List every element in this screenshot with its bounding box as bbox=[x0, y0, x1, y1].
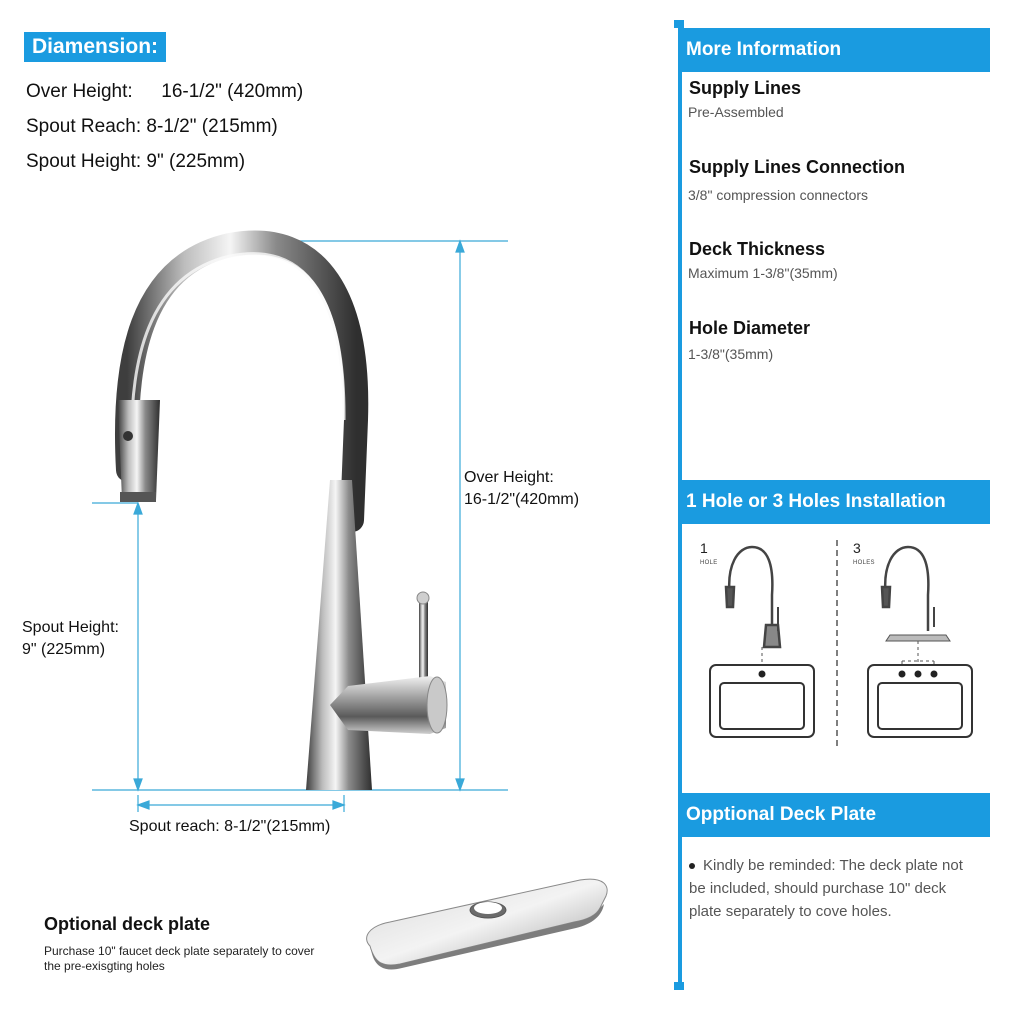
install-three-number: 3 bbox=[853, 540, 861, 556]
spec-spout-height-value: 9" (225mm) bbox=[146, 151, 246, 172]
info-supply-lines-value: Pre-Assembled bbox=[688, 104, 784, 120]
dimension-heading: Diamension: bbox=[24, 32, 166, 62]
bullet-icon bbox=[689, 863, 695, 869]
deck-plate-note bbox=[689, 854, 979, 923]
install-three-label: HOLES bbox=[853, 560, 875, 566]
deck-plate-heading: Opptional Deck Plate bbox=[680, 793, 990, 837]
one-hole-faucet-sketch bbox=[726, 547, 780, 647]
info-supply-lines-title: Supply Lines bbox=[689, 78, 802, 98]
spec-spout-reach-value: 8-1/2" (215mm) bbox=[146, 116, 278, 137]
spec-over-height-label: Over Height: bbox=[26, 81, 133, 102]
spec-spout-reach-label: Spout Reach: bbox=[26, 116, 142, 137]
install-one-number: 1 bbox=[700, 540, 708, 556]
more-info-heading: More Information bbox=[680, 28, 990, 72]
spec-over-height-value: 16-1/2" (420mm) bbox=[161, 81, 304, 102]
deck-plate-note-text: Kindly be reminded: The deck plate not be included, should purchase 10" deck plate separately to cove holes. bbox=[689, 857, 963, 920]
info-hole-diameter-value: 1-3/8"(35mm) bbox=[688, 346, 774, 362]
optional-deck-plate-title: Optional deck plate bbox=[44, 914, 211, 934]
install-one-label: HOLE bbox=[700, 560, 718, 566]
info-supply-connection-title: Supply Lines Connection bbox=[689, 157, 906, 177]
info-supply-connection-value: 3/8" compression connectors bbox=[688, 187, 869, 203]
diagram-spout-reach: Spout reach: 8-1/2"(215mm) bbox=[129, 818, 331, 835]
info-hole-diameter-title: Hole Diameter bbox=[689, 318, 811, 338]
diagram-spout-height-line2: 9" (225mm) bbox=[22, 641, 106, 658]
optional-deck-plate-description: Purchase 10" faucet deck plate separately to cover the pre-exisgting holes bbox=[44, 944, 315, 973]
panel-divider-cap-top bbox=[674, 20, 684, 28]
spec-spout-height-label: Spout Height: bbox=[26, 151, 142, 172]
deck-plate-image bbox=[360, 868, 620, 978]
installation-heading: 1 Hole or 3 Holes Installation bbox=[680, 480, 990, 524]
three-hole-faucet-sketch bbox=[882, 547, 934, 631]
diagram-spout-height bbox=[22, 617, 119, 661]
diagram-over-height-line2: 16-1/2"(420mm) bbox=[464, 491, 580, 508]
diagram-over-height bbox=[464, 467, 579, 511]
info-deck-thickness-value: Maximum 1-3/8"(35mm) bbox=[688, 265, 838, 281]
one-hole-sink bbox=[710, 665, 814, 737]
installation-diagram bbox=[690, 535, 990, 755]
three-hole-sink bbox=[868, 665, 972, 737]
panel-divider-cap-bottom bbox=[674, 982, 684, 990]
faucet-body bbox=[118, 243, 447, 790]
diagram-spout-height-line1: Spout Height: bbox=[22, 619, 119, 636]
info-deck-thickness-title: Deck Thickness bbox=[689, 239, 826, 259]
diagram-over-height-line1: Over Height: bbox=[464, 469, 554, 486]
